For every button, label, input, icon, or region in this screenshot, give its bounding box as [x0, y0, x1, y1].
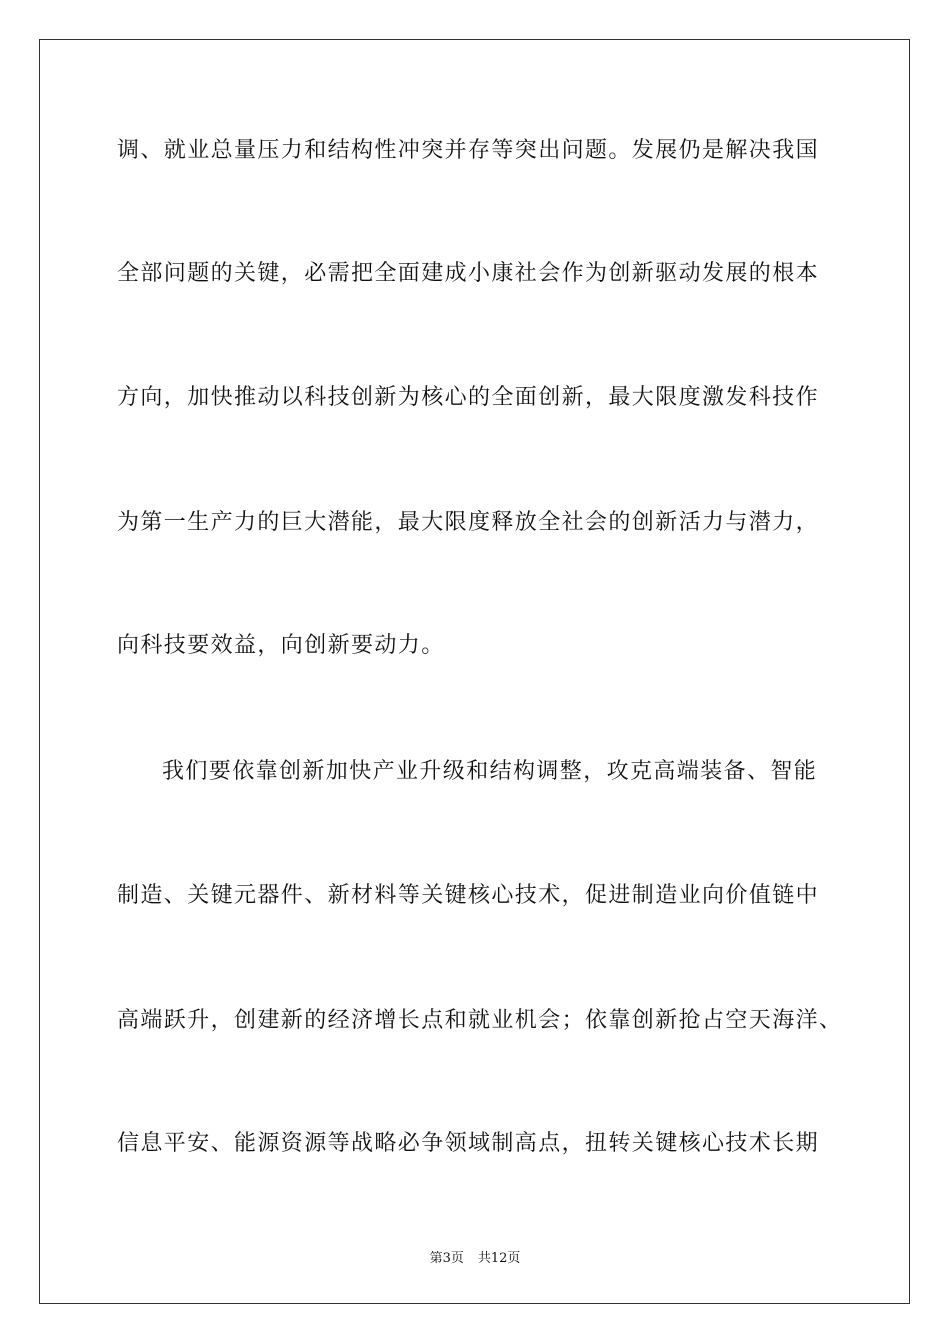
body-text-line: 信息平安、能源资源等战略必争领域制高点，扭转关键核心技术长期	[117, 1131, 820, 1156]
page-border	[39, 39, 910, 1304]
body-text-line: 高端跃升，创建新的经济增长点和就业机会；依靠创新抢占空天海洋、	[117, 1008, 843, 1033]
body-text-line: 制造、关键元器件、新材料等关键核心技术，促进制造业向价值链中	[117, 883, 820, 908]
page-footer	[0, 1247, 950, 1266]
body-text-line: 方向，加快推动以科技创新为核心的全面创新，最大限度激发科技作	[117, 385, 820, 410]
body-text-line: 调、就业总量压力和结构性冲突并存等突出问题。发展仍是解决我国	[117, 138, 820, 163]
page-number: 第3页	[429, 1251, 464, 1266]
body-text-line: 向科技要效益，向创新要动力。	[117, 633, 445, 658]
page-total: 共12页	[477, 1251, 521, 1266]
body-text-line: 全部问题的关键，必需把全面建成小康社会作为创新驱动发展的根本	[117, 261, 820, 286]
body-text-line: 为第一生产力的巨大潜能，最大限度释放全社会的创新活力与潜力，	[117, 510, 820, 535]
paragraph-start-line: 我们要依靠创新加快产业升级和结构调整，攻克高端装备、智能	[162, 759, 818, 784]
